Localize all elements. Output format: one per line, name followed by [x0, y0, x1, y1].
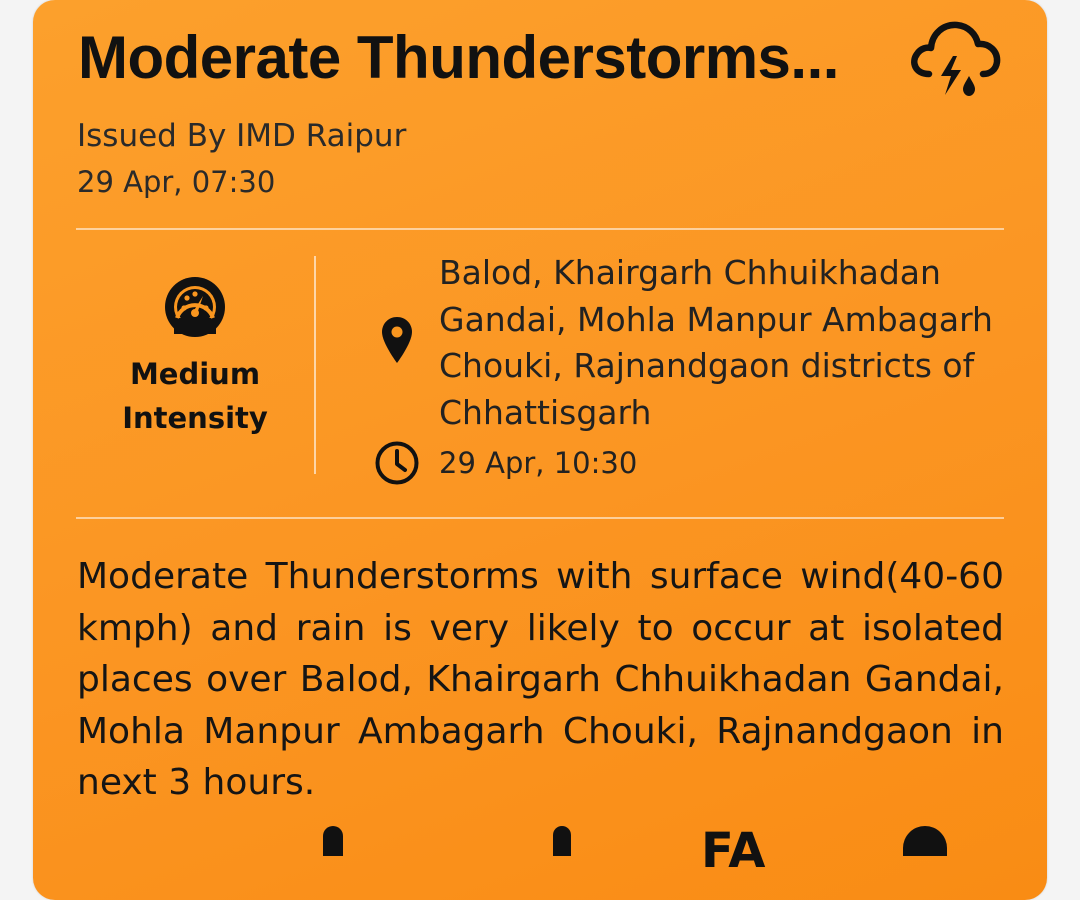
- alert-card[interactable]: [33, 0, 1047, 900]
- top-divider: [76, 228, 1004, 230]
- issued-by-label: Issued By IMD Raipur: [77, 118, 407, 154]
- alert-title: Moderate Thunderstorms...: [78, 24, 839, 91]
- clock-icon: [374, 440, 420, 486]
- location-pin-icon: [381, 316, 413, 364]
- partial-icon-2: [553, 826, 571, 856]
- partial-bottom-text: FA: [701, 823, 766, 879]
- alert-description: Moderate Thunderstorms with surface wind(40-60 kmph) and rain is very likely to occur at isolated places over Balod, Khairgarh Chhuikhadan Gandai, Mohla Manpur Ambagarh Chouki, Rajnandgaon in next 3 hours.: [77, 556, 1004, 803]
- vertical-divider: [314, 256, 316, 474]
- issued-time: 29 Apr, 07:30: [77, 165, 276, 199]
- valid-until-time: 29 Apr, 10:30: [439, 446, 638, 480]
- partial-icon-3: [903, 826, 947, 856]
- thunderstorm-rain-icon: [907, 16, 1003, 102]
- affected-districts: Balod, Khairgarh Chhuikhadan Gandai, Mohla Manpur Ambagarh Chouki, Rajnandgaon districts of Chhattisgarh: [439, 253, 993, 432]
- gauge-icon: [162, 274, 228, 340]
- partial-icon-1: [323, 826, 343, 856]
- bottom-divider: [76, 517, 1004, 519]
- partial-bottom-row: [33, 826, 1047, 866]
- intensity-label: Medium Intensity: [122, 357, 268, 435]
